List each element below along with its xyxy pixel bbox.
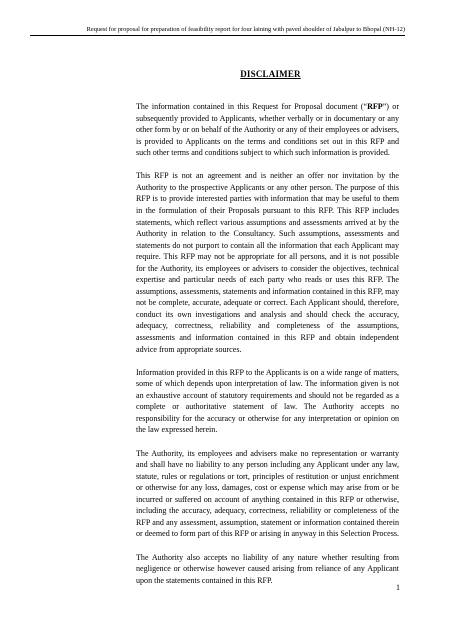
paragraph-2: This RFP is not an agreement and is neither an offer nor invitation by the Authority to the prospective Applicants or any other person. The purpose of this RFP is to provide interested parties with information that may be useful to them in the formulation of their Proposals pursuant to this RFP. This RFP includes statements, which reflect various assumptions and assessments arrived at by the Authority in relation to the Consultancy. Such assumptions, assessments and statements do not purport to contain all the information that each Applicant may require. This RFP may not be appropriate for all persons, and it is not possible for the Authority, its employees or advisers to consider the objectives, technical expertise and particular needs of each party who reads or uses this RFP. The assumptions, assessments, statements and information contained in this RFP, may not be complete, accurate, adequate or correct. Each Applicant should, therefore, conduct its own investigations and analysis and should check the accuracy, adequacy, correctness, reliability and completeness of the assumptions, assessments and information contained in this RFP and obtain independent advice from appropriate sources. xyxy=(136,171,399,354)
paragraph-1-rest: ”) or subsequently provided to Applicants, whether verbally or in documentary or any other form by or on behalf of the Authority or any of their employees or advisers, is provided to Applicants on the terms and conditions set out in this RFP and such other terms and conditions subject to which such information is provided. xyxy=(136,102,399,158)
paragraph-1 xyxy=(136,101,399,159)
rfp-term: RFP xyxy=(367,102,383,111)
paragraph-4: The Authority, its employees and advisers make no representation or warranty and shall have no liability to any person including any Applicant under any law, statute, rules or regulations or tort, principles of restitution or unjust enrichment or otherwise for any loss, damages, cost or expense which may arise from or be incurred or suffered on account of anything contained in this RFP or otherwise, including the accuracy, adequacy, correctness, reliability or completeness of the RFP and any assessment, assumption, statement or information contained therein or deemed to form part of this RFP or arising in anyway in this Selection Process. xyxy=(136,448,399,539)
paragraph-1-lead: The information contained in this Request for Proposal document (“ xyxy=(136,102,368,111)
document-body xyxy=(136,101,399,598)
paragraph-5: The Authority also accepts no liability of any nature whether resulting from negligence or otherwise however caused arising from reliance of any Applicant upon the statements contained in this RFP. xyxy=(136,552,399,585)
page-title: DISCLAIMER xyxy=(240,69,301,79)
running-header: Request for proposal for preparation of feasibility report for four laining with paved shoulder of Jabalpur to Bhopal (NH-12) xyxy=(30,26,405,36)
page-number: 1 xyxy=(396,583,400,592)
paragraph-3: Information provided in this RFP to the Applicants is on a wide range of matters, some of which depends upon interpretation of law. The information given is not an exhaustive account of statutory requirements and should not be regarded as a complete or authoritative statement of law. The Authority accepts no responsibility for the accuracy or otherwise for any interpretation or opinion on the law expressed herein. xyxy=(136,367,399,435)
